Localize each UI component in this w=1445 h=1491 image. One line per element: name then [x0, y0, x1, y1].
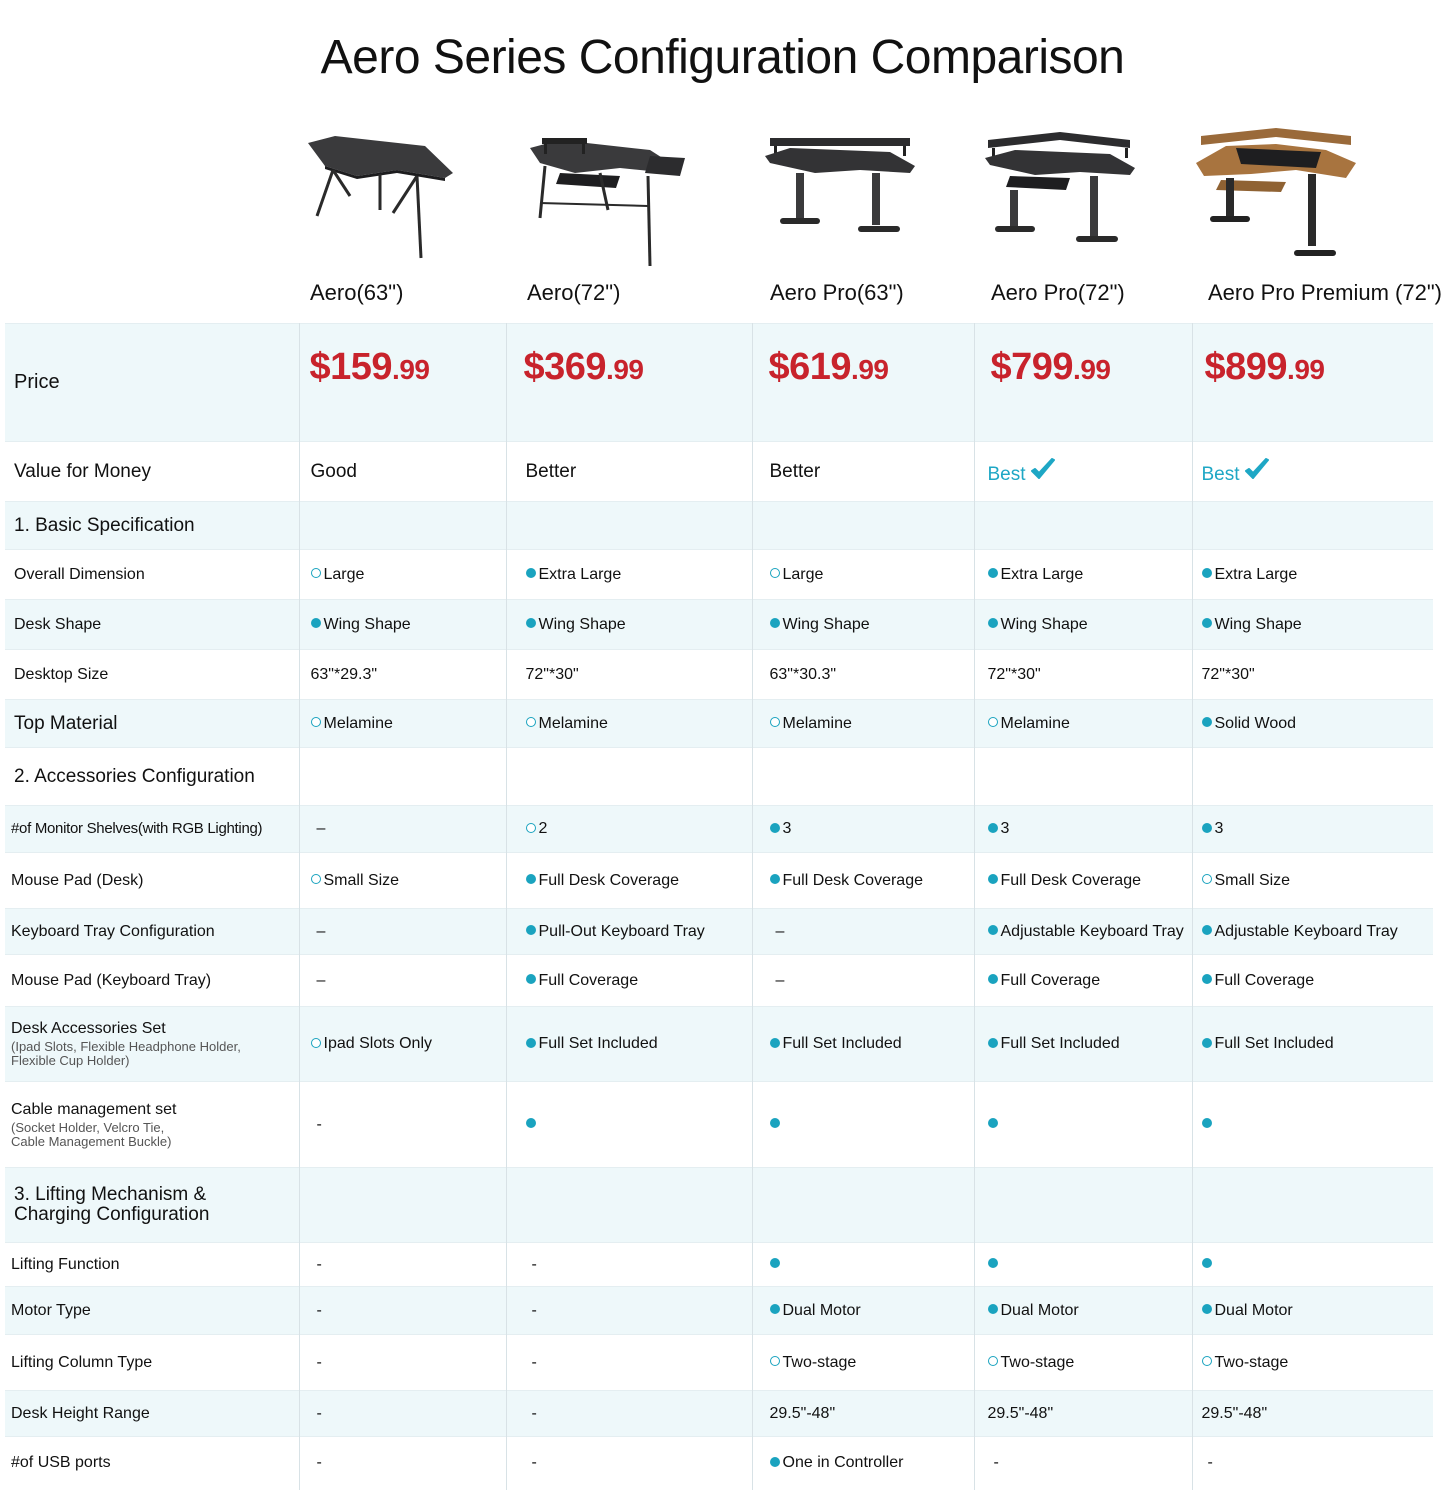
product-name: Aero(72") [527, 280, 621, 305]
section-header [5, 1168, 1433, 1243]
cell-text: Extra Large [538, 565, 622, 583]
value-cell [752, 1243, 974, 1287]
value-cell: Good [310, 460, 357, 482]
product-aero-pro-63[interactable] [760, 118, 975, 318]
value-cell [752, 1437, 974, 1490]
value-cell [1192, 1007, 1433, 1082]
filled-dot-icon [1202, 1258, 1212, 1268]
cell-text: Adjustable Keyboard Tray [1000, 922, 1184, 940]
filled-dot-icon [988, 925, 998, 935]
table-row [5, 1335, 1433, 1391]
cell-text: Full Coverage [1214, 971, 1315, 989]
filled-dot-icon [1202, 1304, 1212, 1314]
cell-text: Adjustable Keyboard Tray [1214, 922, 1398, 940]
value-cell [1192, 909, 1433, 955]
open-dot-icon [770, 717, 780, 727]
filled-dot-icon [770, 1304, 780, 1314]
open-dot-icon [526, 717, 536, 727]
value-cell: Best [1201, 463, 1240, 485]
cell-text: One in Controller [782, 1454, 904, 1472]
cell-text: Full Set Included [782, 1035, 902, 1052]
cell-text: Full Desk Coverage [538, 871, 679, 889]
cell-text: Full Set Included [1214, 1035, 1334, 1052]
value-cell [974, 1437, 1192, 1490]
cell-text: Wing Shape [323, 615, 411, 633]
cell-text: Full Desk Coverage [1000, 871, 1141, 889]
black-wing-desk-with-shelves-icon [520, 118, 695, 273]
value-cell [299, 1287, 506, 1335]
cell-text: Melamine [323, 714, 393, 732]
cell-text: Large [323, 565, 365, 583]
product-name: Aero Pro(72") [991, 280, 1125, 305]
value-cell [299, 550, 506, 600]
value-cell [752, 700, 974, 748]
value-cell [506, 1243, 752, 1287]
value-cell [1192, 1335, 1433, 1391]
cell-text: 63"*29.3" [310, 665, 378, 683]
open-dot-icon [311, 568, 321, 578]
price-cell: $159.99 [299, 324, 506, 442]
value-cell [299, 1082, 506, 1168]
cell-text: Full Set Included [1000, 1035, 1120, 1052]
cell-text: 72"*30" [525, 665, 579, 683]
filled-dot-icon [1202, 618, 1212, 628]
cell-text: Ipad Slots Only [323, 1035, 432, 1052]
value-cell [974, 955, 1192, 1007]
price-cell: $619.99 [752, 324, 974, 442]
table-row [5, 1287, 1433, 1335]
row-label: Mouse Pad (Keyboard Tray) [11, 971, 212, 989]
row-label: Mouse Pad (Desk) [11, 871, 144, 889]
filled-dot-icon [1202, 1118, 1212, 1128]
cell-text: Pull-Out Keyboard Tray [538, 922, 705, 940]
value-cell [299, 1437, 506, 1490]
cell-text: – [775, 971, 785, 989]
row-label: #of USB ports [11, 1454, 111, 1472]
cell-text: Solid Wood [1214, 714, 1297, 732]
value-cell [752, 600, 974, 650]
cell-text: - [531, 1454, 537, 1472]
cell-text: Wing Shape [538, 615, 626, 633]
filled-dot-icon [988, 568, 998, 578]
row-label: Desk Shape [14, 615, 102, 633]
value-cell [1192, 600, 1433, 650]
cell-text: - [531, 1255, 537, 1273]
open-dot-icon [1202, 874, 1212, 884]
cell-text: Melamine [538, 714, 608, 732]
filled-dot-icon [311, 618, 321, 628]
open-dot-icon [311, 717, 321, 727]
value-cell [974, 1287, 1192, 1335]
cell-text: – [316, 971, 326, 989]
value-cell [506, 909, 752, 955]
value-cell [974, 700, 1192, 748]
value-cell [752, 1007, 974, 1082]
product-aero-pro-premium-72[interactable] [1196, 118, 1441, 318]
section-header [5, 502, 1433, 550]
filled-dot-icon [1202, 1038, 1212, 1048]
table-row [5, 1007, 1433, 1082]
page-title: Aero Series Configuration Comparison [320, 31, 1125, 84]
table-row [5, 700, 1433, 748]
filled-dot-icon [988, 823, 998, 833]
filled-dot-icon [988, 618, 998, 628]
cell-text: Two-stage [782, 1353, 857, 1371]
cell-text: – [316, 922, 326, 940]
filled-dot-icon [1202, 568, 1212, 578]
value-cell [752, 650, 974, 700]
price-cell: $799.99 [974, 324, 1192, 442]
row-label: Desktop Size [14, 665, 109, 683]
cell-text: Two-stage [1000, 1353, 1075, 1371]
value-cell [974, 550, 1192, 600]
cell-text: Wing Shape [1000, 615, 1088, 633]
product-aero-pro-72[interactable] [980, 118, 1195, 318]
section-title: 2. Accessories Configuration [14, 765, 255, 787]
open-dot-icon [526, 823, 536, 833]
table-row [5, 955, 1433, 1007]
cell-text: – [316, 820, 326, 837]
value-cell [752, 1335, 974, 1391]
value-cell [752, 853, 974, 909]
product-aero-63[interactable] [305, 118, 505, 318]
section-header [5, 748, 1433, 806]
cell-text: 63"*30.3" [769, 665, 837, 683]
price-row [5, 324, 1433, 442]
value-cell [299, 700, 506, 748]
cell-text: - [531, 1301, 537, 1319]
value-cell [752, 550, 974, 600]
table-row [5, 550, 1433, 600]
filled-dot-icon [770, 823, 780, 833]
row-label: #of Monitor Shelves(with RGB Lighting) [11, 820, 263, 837]
black-standing-desk-icon [760, 118, 920, 248]
cell-text: - [1207, 1454, 1213, 1472]
filled-dot-icon [1202, 823, 1212, 833]
value-cell [506, 1391, 752, 1437]
product-aero-72[interactable] [520, 118, 740, 318]
filled-dot-icon [988, 1258, 998, 1268]
value-cell [506, 955, 752, 1007]
value-cell [752, 1391, 974, 1437]
value-cell [1192, 806, 1433, 853]
value-cell [506, 1437, 752, 1490]
filled-dot-icon [770, 1038, 780, 1048]
cell-text: - [316, 1404, 322, 1422]
value-cell [506, 1287, 752, 1335]
cell-text: Wing Shape [782, 615, 870, 633]
row-label: Lifting Column Type [11, 1353, 153, 1371]
wood-standing-desk-icon [1196, 118, 1361, 268]
filled-dot-icon [770, 1258, 780, 1268]
open-dot-icon [770, 568, 780, 578]
cell-text: 29.5"-48" [769, 1404, 836, 1422]
cell-text: Melamine [782, 714, 852, 732]
cell-text: Full Set Included [538, 1035, 658, 1052]
value-cell: Better [525, 460, 577, 482]
value-cell [974, 909, 1192, 955]
table-row [5, 1082, 1433, 1168]
filled-dot-icon [526, 1038, 536, 1048]
cell-text: - [316, 1301, 322, 1319]
value-cell [1192, 1243, 1433, 1287]
table-row [5, 909, 1433, 955]
filled-dot-icon [988, 1304, 998, 1314]
cell-text: Wing Shape [1214, 615, 1302, 633]
cell-text: 3 [1000, 820, 1010, 837]
value-cell [299, 650, 506, 700]
table-row [5, 1437, 1433, 1490]
filled-dot-icon [1202, 974, 1212, 984]
product-name: Aero Pro Premium (72") [1208, 280, 1442, 305]
value-cell [752, 1082, 974, 1168]
value-cell [299, 853, 506, 909]
table-row [5, 1243, 1433, 1287]
value-cell [506, 853, 752, 909]
filled-dot-icon [770, 1457, 780, 1467]
cell-text: - [993, 1454, 999, 1472]
cell-text: 72"*30" [1201, 665, 1255, 683]
value-cell [299, 1243, 506, 1287]
cell-text: - [316, 1353, 322, 1371]
cell-text: 29.5"-48" [987, 1404, 1054, 1422]
value-cell [506, 650, 752, 700]
value-cell [299, 1391, 506, 1437]
cell-text: 72"*30" [987, 665, 1041, 683]
cell-text: 3 [1214, 820, 1224, 837]
row-sublabel: (Socket Holder, Velcro Tie, [11, 1119, 165, 1135]
value-cell [299, 909, 506, 955]
price-cell: $899.99 [1192, 324, 1433, 442]
row-label: Desk Height Range [11, 1404, 150, 1422]
value-cell [974, 853, 1192, 909]
value-cell [974, 1243, 1192, 1287]
filled-dot-icon [526, 568, 536, 578]
value-cell [752, 806, 974, 853]
filled-dot-icon [770, 874, 780, 884]
cell-text: – [775, 922, 785, 940]
cell-text: - [531, 1353, 537, 1371]
filled-dot-icon [1202, 925, 1212, 935]
black-wing-desk-icon [305, 118, 465, 268]
cell-text: Dual Motor [1214, 1301, 1293, 1319]
filled-dot-icon [988, 1038, 998, 1048]
filled-dot-icon [526, 1118, 536, 1128]
price-label: Price [14, 371, 60, 393]
filled-dot-icon [770, 618, 780, 628]
row-label: Desk Accessories Set [11, 1020, 166, 1037]
open-dot-icon [770, 1356, 780, 1366]
cell-text: Two-stage [1214, 1353, 1289, 1371]
filled-dot-icon [988, 974, 998, 984]
cell-text: - [316, 1115, 322, 1133]
row-label: Lifting Function [11, 1255, 120, 1273]
row-sublabel: (Ipad Slots, Flexible Headphone Holder, [11, 1039, 241, 1054]
value-cell [299, 955, 506, 1007]
open-dot-icon [1202, 1356, 1212, 1366]
filled-dot-icon [988, 1118, 998, 1128]
row-sublabel: Cable Management Buckle) [11, 1133, 172, 1149]
value-cell [506, 1335, 752, 1391]
cell-text: Dual Motor [1000, 1301, 1079, 1319]
cell-text: Full Coverage [538, 971, 639, 989]
value-cell [974, 806, 1192, 853]
filled-dot-icon [526, 874, 536, 884]
cell-text: - [316, 1454, 322, 1472]
section-title: 1. Basic Specification [14, 514, 195, 536]
filled-dot-icon [770, 1118, 780, 1128]
value-cell [506, 1007, 752, 1082]
row-label: Top Material [14, 712, 118, 734]
cell-text: - [531, 1404, 537, 1422]
filled-dot-icon [526, 974, 536, 984]
value-cell [974, 600, 1192, 650]
value-cell [299, 1335, 506, 1391]
comparison-table [5, 323, 1433, 1490]
value-cell [974, 1082, 1192, 1168]
cell-text: Large [782, 565, 824, 583]
value-cell [299, 600, 506, 650]
row-label: Cable management set [11, 1100, 177, 1118]
cell-text: Small Size [323, 871, 400, 889]
open-dot-icon [311, 1038, 321, 1048]
row-label: Motor Type [11, 1301, 91, 1319]
value-cell [1192, 853, 1433, 909]
value-cell [974, 650, 1192, 700]
price-cell: $369.99 [506, 324, 752, 442]
value-cell [1192, 550, 1433, 600]
value-cell [1192, 700, 1433, 748]
table-row [5, 650, 1433, 700]
check-icon [1244, 458, 1270, 482]
value-cell [299, 1007, 506, 1082]
cell-text: 3 [782, 820, 792, 837]
value-cell [506, 550, 752, 600]
product-name: Aero(63") [310, 280, 404, 305]
row-label: Value for Money [14, 460, 151, 482]
value-cell: Best [987, 463, 1026, 485]
cell-text: Full Desk Coverage [782, 871, 923, 889]
value-cell: Better [769, 460, 821, 482]
row-label: Keyboard Tray Configuration [11, 922, 215, 940]
filled-dot-icon [526, 925, 536, 935]
open-dot-icon [988, 1356, 998, 1366]
cell-text: Extra Large [1214, 565, 1298, 583]
cell-text: Full Coverage [1000, 971, 1101, 989]
value-cell [1192, 1082, 1433, 1168]
value-cell [974, 1007, 1192, 1082]
value-cell [1192, 1437, 1433, 1490]
filled-dot-icon [988, 874, 998, 884]
open-dot-icon [988, 717, 998, 727]
value-cell [752, 909, 974, 955]
value-cell [974, 1335, 1192, 1391]
table-row [5, 600, 1433, 650]
value-cell [974, 1391, 1192, 1437]
row-label: Overall Dimension [14, 565, 145, 583]
value-cell [1192, 650, 1433, 700]
cell-text: 2 [538, 820, 548, 837]
value-cell [1192, 955, 1433, 1007]
section-title: 3. Lifting Mechanism & Charging Configuration [14, 1184, 210, 1225]
cell-text: Dual Motor [782, 1301, 861, 1319]
value-row [5, 442, 1433, 502]
value-cell [506, 1082, 752, 1168]
table-row [5, 853, 1433, 909]
value-cell [1192, 1287, 1433, 1335]
open-dot-icon [311, 874, 321, 884]
cell-text: Melamine [1000, 714, 1070, 732]
cell-text: - [316, 1255, 322, 1273]
value-cell [299, 806, 506, 853]
table-row [5, 1391, 1433, 1437]
cell-text: Extra Large [1000, 565, 1084, 583]
table-row [5, 806, 1433, 853]
value-cell [1192, 1391, 1433, 1437]
value-cell [506, 700, 752, 748]
filled-dot-icon [526, 618, 536, 628]
value-cell [506, 600, 752, 650]
filled-dot-icon [1202, 717, 1212, 727]
row-sublabel: Flexible Cup Holder) [11, 1053, 130, 1068]
value-cell [752, 1287, 974, 1335]
cell-text: 29.5"-48" [1201, 1404, 1268, 1422]
value-cell [752, 955, 974, 1007]
black-standing-desk-with-tray-icon [980, 118, 1140, 263]
value-cell [506, 806, 752, 853]
check-icon [1030, 458, 1056, 482]
cell-text: Small Size [1214, 871, 1291, 889]
product-name: Aero Pro(63") [770, 280, 904, 305]
